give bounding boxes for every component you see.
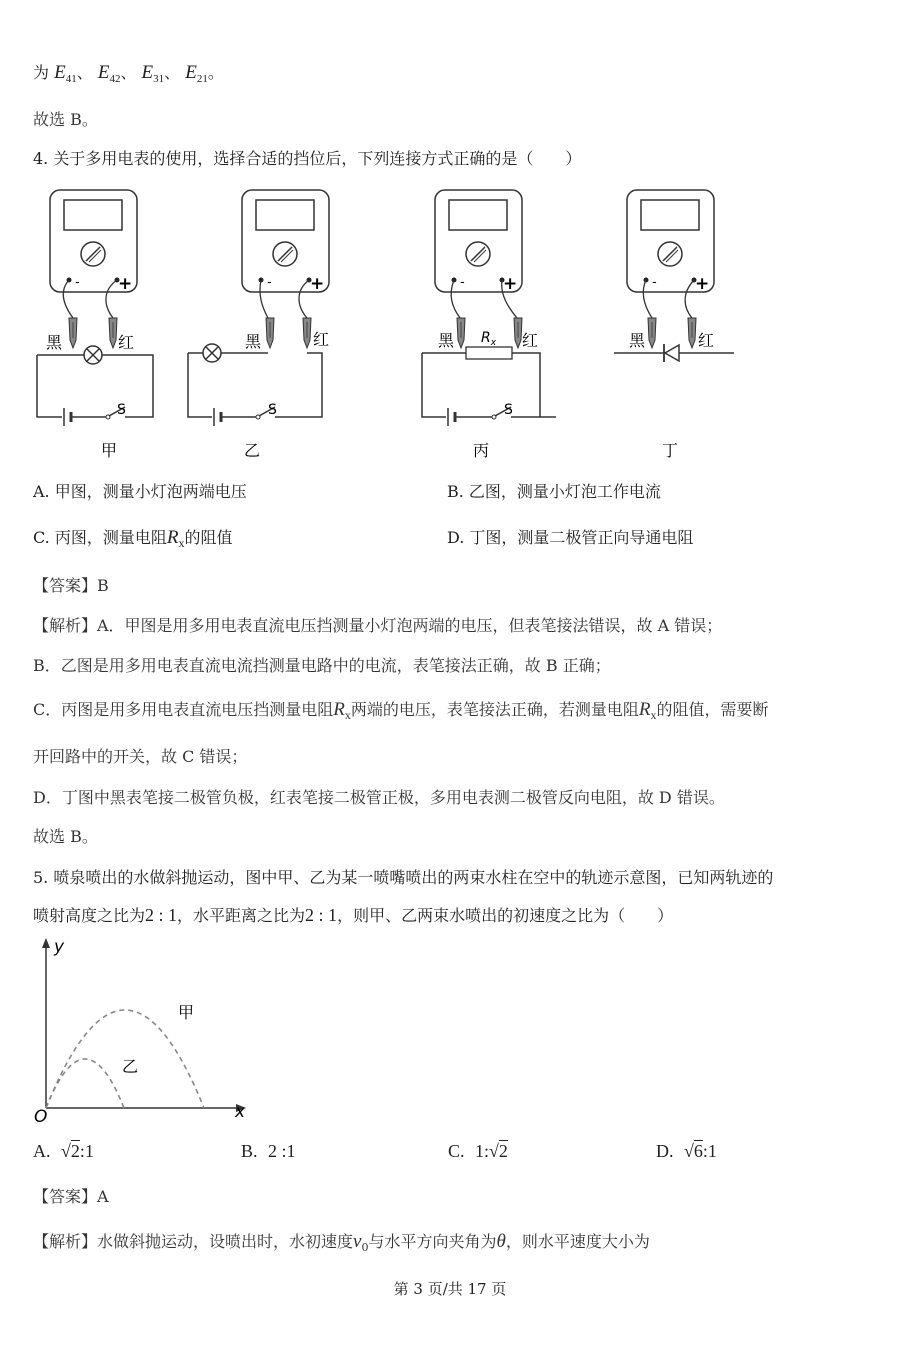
trajectory-yi: [46, 1059, 124, 1108]
svg-text:S: S: [268, 402, 277, 418]
question-5-line1: 5. 喷泉喷出的水做斜抛运动，图中甲、乙为某一喷嘴喷出的两束水柱在空中的轨迹示意图，已知两轨迹的: [33, 868, 774, 887]
caption-jia: 甲: [101, 441, 118, 460]
energy-e41: $E_{41}$: [54, 62, 77, 85]
svg-text:-: -: [460, 275, 465, 290]
option-a: A. 甲图，测量小灯泡两端电压: [33, 482, 247, 501]
analysis-c2: 开回路中的开关，故 C 错误；: [33, 747, 248, 766]
diagram-yi: [188, 190, 329, 426]
svg-text:S: S: [117, 402, 126, 418]
axis-x-label: x: [235, 1102, 246, 1122]
diagram-jia: [37, 190, 153, 426]
energy-e21: $E_{21}$: [185, 62, 208, 85]
svg-text:+: +: [695, 274, 710, 294]
label-red: 红: [698, 331, 715, 350]
label-jia: 甲: [178, 1003, 195, 1022]
diagram-bing: [422, 190, 556, 426]
caption-ding: 丁: [662, 441, 679, 460]
label-black: 黑: [245, 332, 262, 351]
label-black: 黑: [629, 331, 646, 350]
analysis-c1: C．丙图是用多用电表直流电压挡测量电阻$R_x$两端的电压，表笔接法正确，若测量电阻$R_x$的阻值，需要断: [33, 699, 769, 722]
answer-q4: 【答案】B: [33, 576, 109, 595]
q5-option-d: D. √6:1: [656, 1141, 717, 1161]
conclusion-q4: 故选 B。: [33, 827, 98, 846]
analysis-q5: 【解析】水做斜抛运动，设喷出时，水初速度$v_0$与水平方向夹角为θ，则水平速度大小为: [33, 1231, 650, 1254]
multimeter-diagrams: [0, 185, 900, 465]
label-black: 黑: [438, 331, 455, 350]
diagram-ding: [614, 190, 734, 362]
analysis-a: 【解析】A．甲图是用多用电表直流电压挡测量小灯泡两端的电压，但表笔接法错误，故 A 错误；: [33, 616, 723, 635]
text-line-energy: 为 $E_{41}$、 $E_{42}$、 $E_{31}$、 $E_{21}$。: [33, 62, 224, 85]
question-4: 4. 关于多用电表的使用，选择合适的挡位后，下列连接方式正确的是（ ）: [33, 149, 582, 168]
label-black: 黑: [46, 333, 63, 352]
option-b: B. 乙图，测量小灯泡工作电流: [447, 482, 661, 501]
text-prefix: 为: [33, 63, 50, 82]
label-yi: 乙: [122, 1057, 139, 1076]
svg-text:-: -: [652, 275, 657, 290]
analysis-d: D．丁图中黑表笔接二极管负极，红表笔接二极管正极，多用电表测二极管反向电阻，故 D 错误。: [33, 788, 725, 807]
q5-option-b: B. 2 :1: [241, 1141, 296, 1161]
origin-label: O: [34, 1107, 48, 1122]
energy-e31: $E_{31}$: [141, 62, 165, 85]
option-d: D. 丁图，测量二极管正向导通电阻: [447, 528, 694, 547]
question-5-line2: 喷射高度之比为2 : 1，水平距离之比为2 : 1，则甲、乙两束水喷出的初速度之比为（ ）: [33, 905, 674, 925]
caption-bing: 丙: [473, 441, 490, 460]
svg-text:-: -: [75, 275, 80, 290]
trajectory-graph: [28, 932, 268, 1122]
label-red: 红: [522, 331, 539, 350]
caption-yi: 乙: [244, 441, 261, 460]
label-rx: $R_x$: [481, 330, 497, 348]
svg-text:+: +: [503, 274, 518, 294]
q5-option-a: A. √2:1: [33, 1141, 94, 1161]
svg-text:S: S: [504, 402, 513, 418]
label-red: 红: [313, 330, 330, 349]
svg-text:-: -: [267, 275, 272, 290]
analysis-b: B．乙图是用多用电表直流电流挡测量电路中的电流，表笔接法正确，故 B 正确；: [33, 656, 611, 675]
axis-y-label: y: [54, 937, 65, 957]
q5-option-c: C. 1:√2: [448, 1141, 508, 1161]
svg-text:+: +: [310, 274, 325, 294]
svg-text:+: +: [118, 274, 133, 294]
answer-q5: 【答案】A: [33, 1187, 109, 1206]
text-choose-b: 故选 B。: [33, 110, 98, 129]
option-c: C. 丙图，测量电阻$R_x$的阻值: [33, 527, 233, 550]
label-red: 红: [118, 333, 135, 352]
page-footer: 第 3 页/共 17 页: [393, 1280, 507, 1298]
energy-e42: $E_{42}$: [97, 62, 121, 85]
